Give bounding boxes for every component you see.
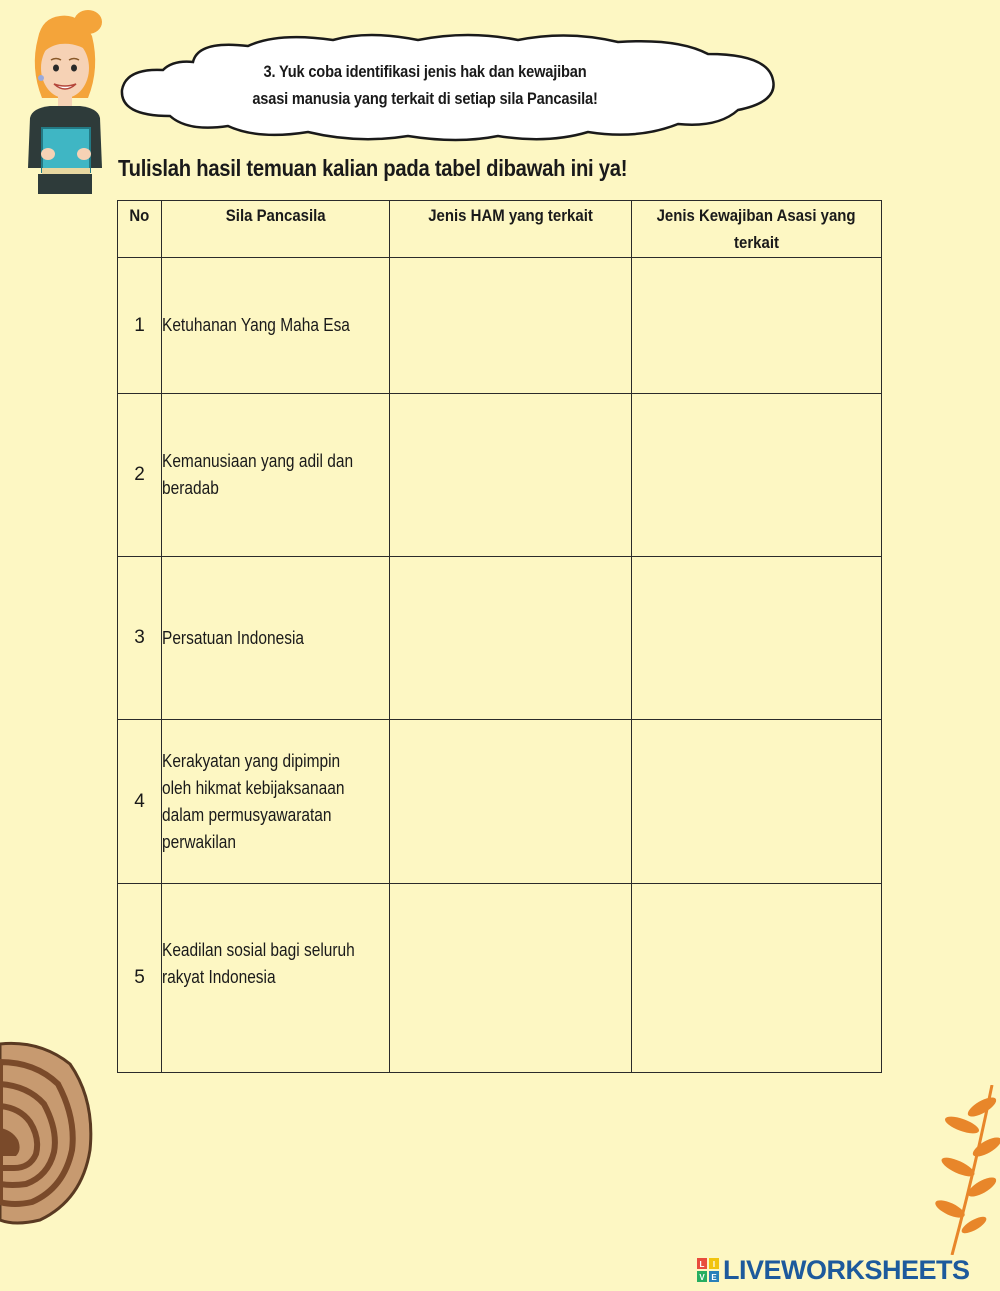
row-number: 5 — [118, 884, 162, 1073]
logo-letter-e: E — [711, 1273, 717, 1282]
brand-name: LIVEWORKSHEETS — [723, 1254, 970, 1285]
sila-cell: Keadilan sosial bagi seluruh rakyat Indonesia — [162, 884, 390, 1073]
header-kewajiban: Jenis Kewajiban Asasi yang terkait — [632, 201, 882, 258]
worksheet-table — [117, 200, 882, 1073]
kewajiban-answer-field[interactable] — [632, 884, 882, 1073]
ham-answer-field[interactable] — [390, 884, 632, 1073]
liveworksheets-brand — [697, 1255, 970, 1285]
ham-answer-field[interactable] — [390, 258, 632, 394]
table-row — [118, 394, 882, 557]
logo-letter-v: V — [699, 1273, 705, 1282]
kewajiban-answer-field[interactable] — [632, 720, 882, 884]
speech-line-1: 3. Yuk coba identifikasi jenis hak dan kewajiban — [263, 62, 587, 81]
header-no: No — [118, 201, 162, 258]
header-sila: Sila Pancasila — [162, 201, 390, 258]
table-row — [118, 258, 882, 394]
ham-answer-field[interactable] — [390, 557, 632, 720]
orange-leaf-branch-icon — [932, 1085, 1000, 1255]
ham-answer-field[interactable] — [390, 394, 632, 557]
row-number: 1 — [118, 258, 162, 394]
table-row — [118, 720, 882, 884]
tree-ring-log-icon — [0, 1040, 95, 1225]
sila-cell: Kerakyatan yang dipimpin oleh hikmat kebijaksanaan dalam permusyawaratan perwakilan — [162, 720, 390, 884]
speech-line-2: asasi manusia yang terkait di setiap sila Pancasila! — [252, 89, 598, 108]
ham-answer-field[interactable] — [390, 720, 632, 884]
table-header-row — [118, 201, 882, 258]
sila-cell: Kemanusiaan yang adil dan beradab — [162, 394, 390, 557]
row-number: 2 — [118, 394, 162, 557]
kewajiban-answer-field[interactable] — [632, 557, 882, 720]
instruction-heading: Tulislah hasil temuan kalian pada tabel dibawah ini ya! — [118, 155, 628, 181]
speech-bubble-text — [223, 58, 627, 112]
liveworksheets-logo-icon — [697, 1258, 719, 1282]
teacher-illustration-icon — [20, 8, 110, 194]
sila-cell: Ketuhanan Yang Maha Esa — [162, 258, 390, 394]
kewajiban-answer-field[interactable] — [632, 394, 882, 557]
table-row — [118, 557, 882, 720]
sila-cell: Persatuan Indonesia — [162, 557, 390, 720]
logo-letter-l: L — [699, 1260, 705, 1269]
row-number: 4 — [118, 720, 162, 884]
header-ham: Jenis HAM yang terkait — [390, 201, 632, 258]
kewajiban-answer-field[interactable] — [632, 258, 882, 394]
logo-letter-i: I — [712, 1260, 716, 1269]
row-number: 3 — [118, 557, 162, 720]
table-row — [118, 884, 882, 1073]
